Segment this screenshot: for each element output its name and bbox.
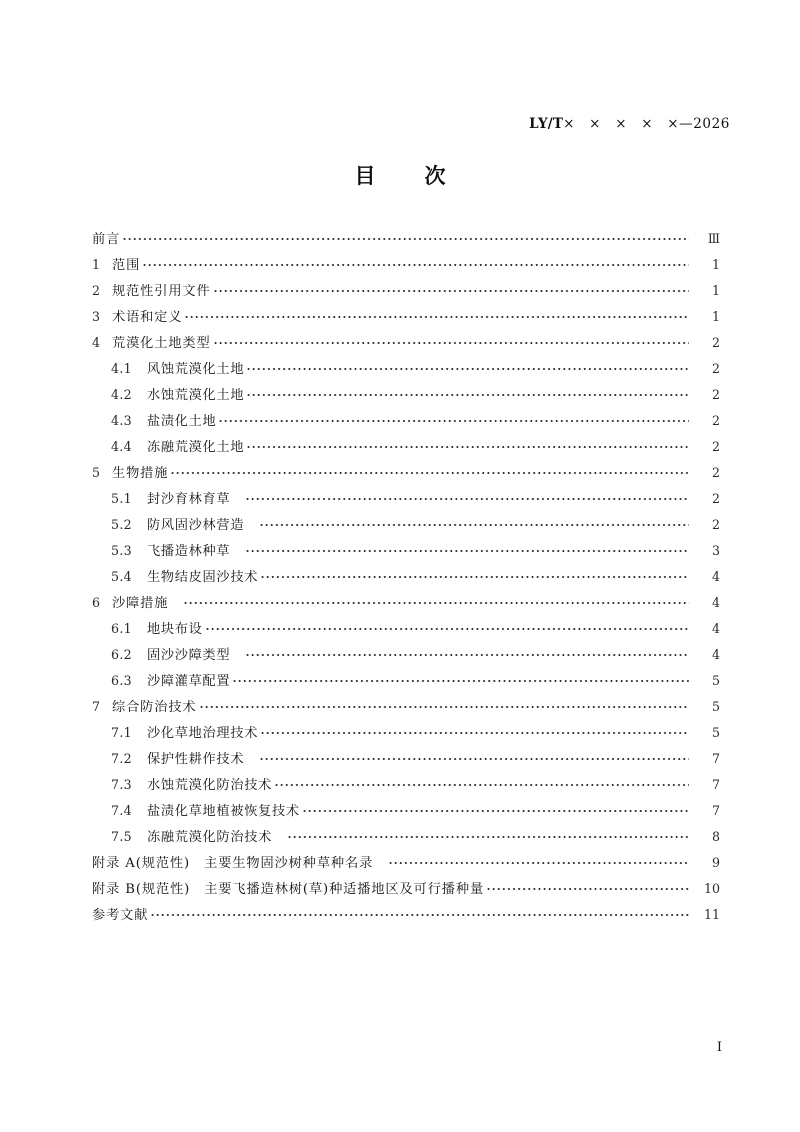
toc-dot-leader <box>260 568 689 581</box>
toc-dot-leader <box>302 802 689 815</box>
document-header <box>70 96 730 148</box>
toc-entry-label: 固沙沙障类型 <box>147 648 231 663</box>
toc-entry-label: 地块布设 <box>147 622 203 637</box>
toc-entry-number: 7.1 <box>111 725 132 740</box>
toc-entry[interactable] <box>92 722 720 748</box>
toc-entry-page-number: 1 <box>711 257 720 272</box>
toc-entry-number: 4.4 <box>111 439 132 454</box>
toc-entry[interactable] <box>92 384 720 410</box>
toc-entry-label: 冻融荒漠化土地 <box>147 440 245 455</box>
toc-entry-label: 水蚀荒漠化土地 <box>147 388 245 403</box>
toc-entry-number: 4.1 <box>111 361 132 376</box>
toc-entry-page-number: 2 <box>711 491 720 506</box>
toc-dot-leader <box>245 542 689 555</box>
toc-entry[interactable] <box>92 358 720 384</box>
toc-dot-leader <box>232 672 689 685</box>
toc-entry-label: 水蚀荒漠化防治技术 <box>147 778 272 793</box>
toc-entry[interactable] <box>92 462 720 488</box>
toc-entry-page-number: 5 <box>711 725 720 740</box>
toc-dot-leader <box>205 620 689 633</box>
toc-entry[interactable] <box>92 800 720 826</box>
toc-entry-number: 3 <box>92 309 101 324</box>
standard-code: LY/T <box>529 116 564 132</box>
toc-entry-page-number: 2 <box>711 387 720 402</box>
toc-entry-page-number: 8 <box>711 829 720 844</box>
toc-dot-leader <box>183 594 689 607</box>
toc-entry[interactable] <box>92 852 720 878</box>
toc-entry-number: 5.3 <box>111 543 132 558</box>
toc-entry-number: 4.2 <box>111 387 132 402</box>
toc-entry-page-number: 9 <box>711 855 720 870</box>
toc-entry-number: 5 <box>92 465 101 480</box>
toc-entry-label: 沙化草地治理技术 <box>147 726 259 741</box>
toc-entry-label: 规范性引用文件 <box>112 284 211 299</box>
toc-entry-page-number: 7 <box>711 777 720 792</box>
toc-entry-number: 7.3 <box>111 777 132 792</box>
toc-entry-number: 1 <box>92 257 101 272</box>
toc-entry-number: 7.4 <box>111 803 132 818</box>
toc-dot-leader <box>246 360 689 373</box>
toc-entry-number: 4 <box>92 335 101 350</box>
toc-entry-label: 保护性耕作技术 <box>147 752 245 767</box>
toc-entry-number: 6.1 <box>111 621 132 636</box>
toc-entry-label: 盐渍化土地 <box>147 414 217 429</box>
toc-entry-page-number: 4 <box>711 621 720 636</box>
toc-dot-leader <box>184 308 689 321</box>
toc-entry-label: 冻融荒漠化防治技术 <box>147 830 272 845</box>
toc-entry-number: 7 <box>92 699 101 714</box>
toc-entry-label: 飞播造林种草 <box>147 544 231 559</box>
toc-entry-page-number: 2 <box>711 465 720 480</box>
toc-entry-page-number: 10 <box>703 881 720 896</box>
toc-entry-number: 5.4 <box>111 569 132 584</box>
toc-entry-page-number: 5 <box>711 699 720 714</box>
toc-entry-label: 风蚀荒漠化土地 <box>147 362 245 377</box>
toc-entry[interactable] <box>92 280 720 306</box>
toc-entry[interactable] <box>92 566 720 592</box>
toc-entry-number: 7.2 <box>111 751 132 766</box>
toc-entry-page-number: 5 <box>711 673 720 688</box>
toc-entry[interactable] <box>92 228 720 254</box>
table-of-contents <box>92 228 720 930</box>
toc-entry-label: 范围 <box>112 258 141 273</box>
toc-dot-leader <box>218 412 689 425</box>
toc-entry-page-number: 4 <box>711 595 720 610</box>
toc-entry-label: 沙障措施 <box>112 596 169 611</box>
toc-entry-page-number: 2 <box>711 413 720 428</box>
toc-dot-leader <box>388 854 689 867</box>
toc-dot-leader <box>122 230 689 243</box>
toc-entry-number: 6 <box>92 595 101 610</box>
toc-entry-page-number: 2 <box>711 335 720 350</box>
toc-entry[interactable] <box>92 748 720 774</box>
toc-entry-page-number: 7 <box>711 751 720 766</box>
toc-entry-label: 附录 A(规范性) 主要生物固沙树种草种名录 <box>92 856 374 871</box>
toc-entry-label: 盐渍化草地植被恢复技术 <box>147 804 300 819</box>
toc-entry[interactable] <box>92 644 720 670</box>
toc-entry-page-number: 11 <box>703 907 720 922</box>
toc-entry[interactable] <box>92 488 720 514</box>
toc-entry[interactable] <box>92 332 720 358</box>
footer-page-number: I <box>716 1040 722 1055</box>
toc-dot-leader <box>287 828 689 841</box>
toc-dot-leader <box>274 776 689 789</box>
toc-entry-label: 综合防治技术 <box>112 700 197 715</box>
toc-entry-page-number: 4 <box>711 647 720 662</box>
toc-entry-page-number: 2 <box>711 439 720 454</box>
toc-entry-page-number: 1 <box>711 309 720 324</box>
toc-entry-label: 前言 <box>92 232 121 247</box>
toc-entry-label: 生物措施 <box>112 466 169 481</box>
toc-dot-leader <box>259 516 689 529</box>
toc-entry[interactable] <box>92 878 720 904</box>
toc-dot-leader <box>246 386 689 399</box>
toc-entry[interactable] <box>92 696 720 722</box>
toc-entry-number: 7.5 <box>111 829 132 844</box>
toc-entry[interactable] <box>92 618 720 644</box>
toc-entry-number: 5.2 <box>111 517 132 532</box>
toc-entry[interactable] <box>92 540 720 566</box>
toc-dot-leader <box>142 256 689 269</box>
toc-entry-number: 4.3 <box>111 413 132 428</box>
toc-entry[interactable] <box>92 904 720 930</box>
page-title: 目 次 <box>354 163 460 188</box>
toc-entry[interactable] <box>92 826 720 852</box>
toc-entry[interactable] <box>92 592 720 618</box>
toc-entry-label: 附录 B(规范性) 主要飞播造林树(草)种适播地区及可行播种量 <box>92 882 485 897</box>
toc-dot-leader <box>150 906 689 919</box>
toc-entry-label: 荒漠化土地类型 <box>112 336 211 351</box>
toc-dot-leader <box>486 880 689 893</box>
toc-entry-page-number: 7 <box>711 803 720 818</box>
toc-dot-leader <box>246 438 689 451</box>
toc-entry-page-number: 1 <box>711 283 720 298</box>
toc-entry-label: 术语和定义 <box>112 310 183 325</box>
toc-entry-number: 6.2 <box>111 647 132 662</box>
toc-entry[interactable] <box>92 670 720 696</box>
toc-entry-label: 沙障灌草配置 <box>147 674 231 689</box>
standard-year: —2026 <box>679 116 730 132</box>
toc-entry[interactable] <box>92 514 720 540</box>
toc-dot-leader <box>245 646 689 659</box>
toc-entry-page-number: 2 <box>711 517 720 532</box>
toc-entry-label: 生物结皮固沙技术 <box>147 570 259 585</box>
toc-entry-label: 封沙育林育草 <box>147 492 231 507</box>
toc-dot-leader <box>259 750 689 763</box>
toc-entry-page-number: 2 <box>711 361 720 376</box>
toc-entry[interactable] <box>92 254 720 280</box>
toc-entry-number: 5.1 <box>111 491 132 506</box>
toc-entry[interactable] <box>92 306 720 332</box>
standard-number: × × × × × <box>563 116 680 132</box>
toc-entry[interactable] <box>92 774 720 800</box>
toc-dot-leader <box>260 724 689 737</box>
toc-entry-page-number: 4 <box>711 569 720 584</box>
toc-entry-label: 参考文献 <box>92 908 149 923</box>
toc-entry-page-number: 3 <box>711 543 720 558</box>
toc-entry[interactable] <box>92 410 720 436</box>
toc-entry[interactable] <box>92 436 720 462</box>
toc-dot-leader <box>170 464 689 477</box>
toc-dot-leader <box>245 490 689 503</box>
toc-entry-number: 6.3 <box>111 673 132 688</box>
toc-entry-page-number: Ⅲ <box>707 231 720 246</box>
toc-entry-number: 2 <box>92 283 101 298</box>
toc-dot-leader <box>199 698 689 711</box>
toc-entry-label: 防风固沙林营造 <box>147 518 245 533</box>
toc-dot-leader <box>213 334 689 347</box>
toc-dot-leader <box>213 282 689 295</box>
